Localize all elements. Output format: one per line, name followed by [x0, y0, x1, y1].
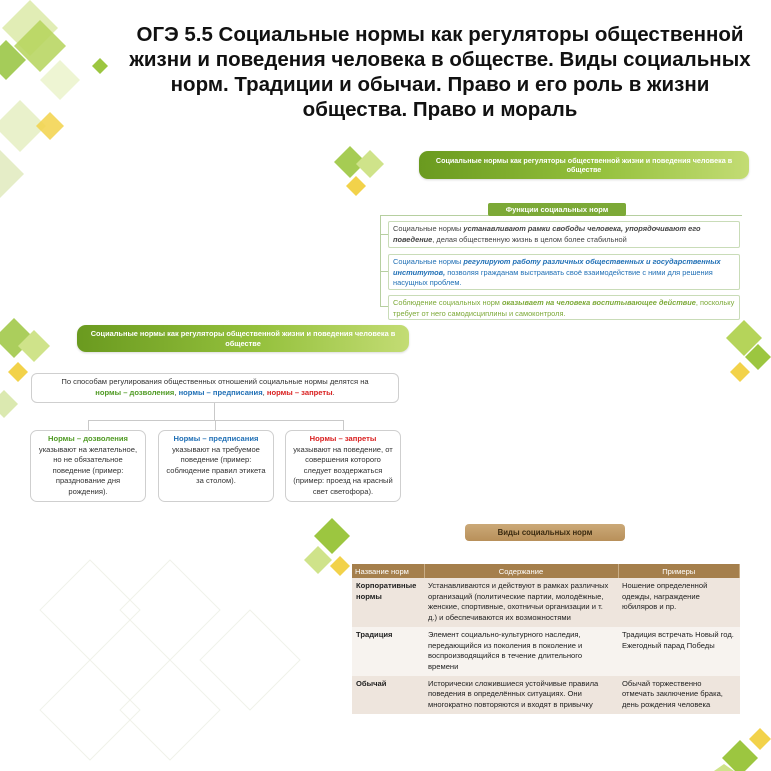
card-title: Нормы – предписания	[173, 434, 259, 443]
tree-line	[380, 215, 381, 307]
connector-line	[88, 420, 89, 430]
norm-name: Корпоративные нормы	[352, 578, 424, 627]
intro-box	[31, 373, 399, 403]
table-header-row	[352, 564, 740, 578]
norm-name: Традиция	[352, 627, 424, 676]
intro-prohibitive: нормы – запреты	[266, 388, 333, 397]
norm-content: Исторически сложившиеся устойчивые правила поведения в определённых ситуациях. Они многократно повторяются и входят в привычку	[424, 676, 618, 714]
intro-separator: ,	[262, 388, 267, 397]
intro-text: По способам регулирования общественных отношений социальные нормы делятся на	[61, 377, 369, 386]
column-header: Примеры	[618, 564, 740, 578]
connector-line	[343, 420, 344, 430]
norm-name: Обычай	[352, 676, 424, 714]
table-row	[352, 676, 740, 714]
function-rest: позволяя гражданам выстраивать своё взаимодействие с ними для решения насущных проблем.	[393, 267, 713, 287]
connector-line	[88, 420, 344, 421]
function-highlight: устанавливают рамки свободы человека, упорядочивают его поведение	[393, 224, 701, 244]
card-title: Нормы – дозволения	[48, 434, 128, 443]
norm-content: Устанавливаются и действуют в рамках различных организаций (политические партии, молодёжные, женские, спортивные, охотничьи организации и т. д.) и обеспечиваются их возможностями	[424, 578, 618, 627]
card-title: Нормы – запреты	[309, 434, 377, 443]
function-item	[388, 295, 740, 320]
norm-card-permissive	[30, 430, 146, 502]
page-title: ОГЭ 5.5 Социальные нормы как регуляторы общественной жизни и поведения человека в обществе. Виды социальных норм. Традиции и обычаи. Право и его роль в жизни общества. Право и мораль	[129, 23, 751, 121]
slide1-header: Социальные нормы как регуляторы общественной жизни и поведения человека в обществе	[419, 151, 749, 179]
function-lead: Социальные нормы	[393, 257, 464, 266]
card-text: указывают на желательное, но не обязательное поведение (пример: празднование дня рождения).	[38, 444, 138, 496]
intro-permissive: нормы – дозволения	[95, 388, 175, 397]
norm-example: Традиция встречать Новый год. Ежегодный парад Победы	[618, 627, 740, 676]
norms-table	[352, 564, 740, 714]
function-lead: Социальные нормы	[393, 224, 464, 233]
function-item	[388, 221, 740, 248]
tree-connector	[381, 306, 388, 307]
diamond-ornament-top-left	[0, 0, 108, 198]
norm-card-prohibitive	[285, 430, 401, 502]
function-lead: Соблюдение социальных норм	[393, 298, 502, 307]
functions-label: Функции социальных норм	[488, 203, 626, 216]
card-text: указывают на требуемое поведение (пример: соблюдение правил этикета за столом).	[166, 444, 266, 485]
card-text: указывают на поведение, от совершения которого следует воздержаться (пример: проезд на красный свет светофора).	[293, 444, 393, 496]
slide2-header: Социальные нормы как регуляторы общественной жизни и поведения человека в обществе	[77, 325, 409, 352]
function-rest: , поскольку требует от него самодисциплины и самоконтроля.	[393, 298, 735, 318]
column-header: Содержание	[424, 564, 618, 578]
tree-connector	[381, 271, 388, 272]
function-rest: , делая общественную жизнь в целом более стабильной	[432, 234, 627, 244]
tree-connector	[381, 234, 388, 235]
norm-example: Обычай торжественно отмечать заключение брака, день рождения человека	[618, 676, 740, 714]
norm-example: Ношение определенной одежды, награждение юбиляров и пр.	[618, 578, 740, 627]
norm-content: Элемент социально-культурного наследия, передающийся из поколения в поколение и воспроизводящийся в течение длительного времени	[424, 627, 618, 676]
table-row	[352, 627, 740, 676]
intro-separator: ,	[174, 388, 179, 397]
intro-end: .	[332, 388, 335, 397]
function-highlight: регулируют работу различных общественных и государственных институтов,	[393, 257, 721, 277]
slide3-title: Виды социальных норм	[465, 524, 625, 541]
column-header: Название норм	[352, 564, 424, 578]
connector-line	[214, 403, 215, 420]
function-highlight: оказывает на человека воспитывающее действие	[501, 298, 696, 307]
faint-lattice-pattern	[40, 560, 300, 760]
connector-line	[215, 420, 216, 430]
table-row	[352, 578, 740, 627]
diamond-ornament-mid-left	[0, 318, 50, 418]
function-item	[388, 254, 740, 290]
norm-card-prescriptive	[158, 430, 274, 502]
intro-prescriptive: нормы – предписания	[178, 388, 263, 397]
